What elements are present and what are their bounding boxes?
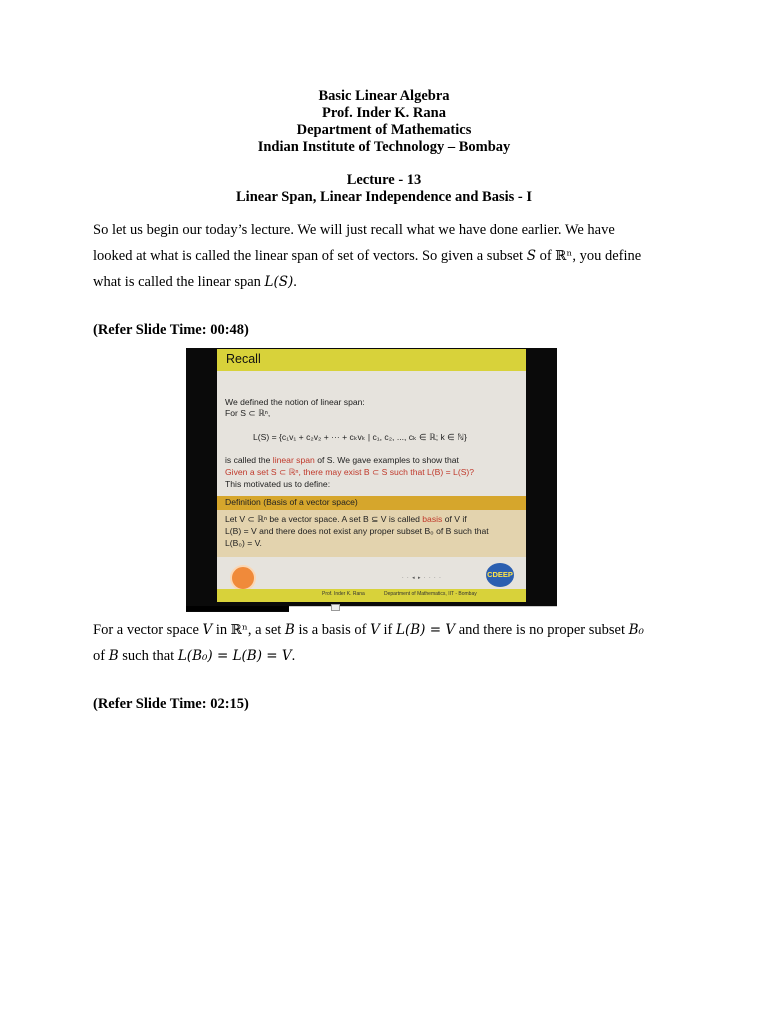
cdeep-logo: CDEEP [486, 563, 514, 587]
professor-name: Prof. Inder K. Rana [322, 105, 446, 121]
definition-line: L(B₀) = V. [225, 538, 262, 548]
paragraph-line: what is called the linear span L(S). [93, 274, 297, 290]
slide-navigation-dots: · · ◂ ▸ · · · · [402, 575, 442, 581]
paragraph-intro [93, 217, 676, 295]
slide-line: We defined the notion of linear span: [225, 397, 365, 407]
slide-footer-department: Department of Mathematics, IIT - Bombay [384, 591, 477, 597]
slide-line: is called the linear span of S. We gave examples to show that [225, 455, 459, 465]
document-header [0, 88, 768, 156]
institute-name: Indian Institute of Technology – Bombay [257, 139, 511, 155]
video-progress-thumb[interactable] [331, 604, 340, 611]
slide-footer-author: Prof. Inder K. Rana [322, 591, 365, 597]
slide-formula: L(S) = {c₁v₁ + c₂v₂ + ··· + cₖvₖ | c₁, c₂, ..., cₖ ∈ ℝ; k ∈ ℕ} [253, 432, 467, 442]
definition-heading-bar [217, 496, 526, 510]
video-progress-played[interactable] [186, 606, 289, 611]
paragraph-line: For a vector space V in ℝⁿ, a set B is a basis of V if L(B) = V and there is no proper subset B₀ [93, 622, 644, 638]
paragraph-basis [93, 617, 676, 669]
slide-title: Recall [226, 352, 261, 366]
slide-question: Given a set S ⊂ ℝⁿ, there may exist B ⊂ S such that L(B) = L(S)? [225, 467, 475, 477]
lecture-title: Linear Span, Linear Independence and Basis - I [236, 189, 532, 205]
department-name: Department of Mathematics [296, 122, 472, 138]
slide-line: For S ⊂ ℝⁿ, [225, 408, 271, 418]
video-progress-track[interactable] [289, 606, 557, 612]
iit-bombay-logo-icon [230, 565, 256, 591]
refer-slide-time: (Refer Slide Time: 02:15) [93, 696, 249, 712]
lecture-slide [217, 349, 526, 602]
refer-slide-time: (Refer Slide Time: 00:48) [93, 322, 249, 338]
slide-title-bar [217, 349, 526, 371]
lecture-number: Lecture - 13 [346, 172, 422, 188]
definition-line: Let V ⊂ ℝⁿ be a vector space. A set B ⊆ V is called basis of V if [225, 514, 467, 524]
definition-heading: Definition (Basis of a vector space) [225, 497, 358, 507]
video-frame [186, 348, 557, 612]
paragraph-line: looked at what is called the linear span of set of vectors. So given a subset S of ℝⁿ, you define [93, 248, 642, 264]
course-title: Basic Linear Algebra [318, 88, 450, 104]
lecture-heading [0, 172, 768, 206]
definition-line: L(B) = V and there does not exist any proper subset B₀ of B such that [225, 526, 489, 536]
paragraph-line: So let us begin our today’s lecture. We will just recall what we have done earlier. We have [93, 222, 615, 238]
slide-line: This motivated us to define: [225, 479, 331, 489]
definition-box [217, 510, 526, 557]
slide-footer [217, 589, 526, 602]
paragraph-line: of B such that L(B₀) = L(B) = V. [93, 648, 296, 664]
